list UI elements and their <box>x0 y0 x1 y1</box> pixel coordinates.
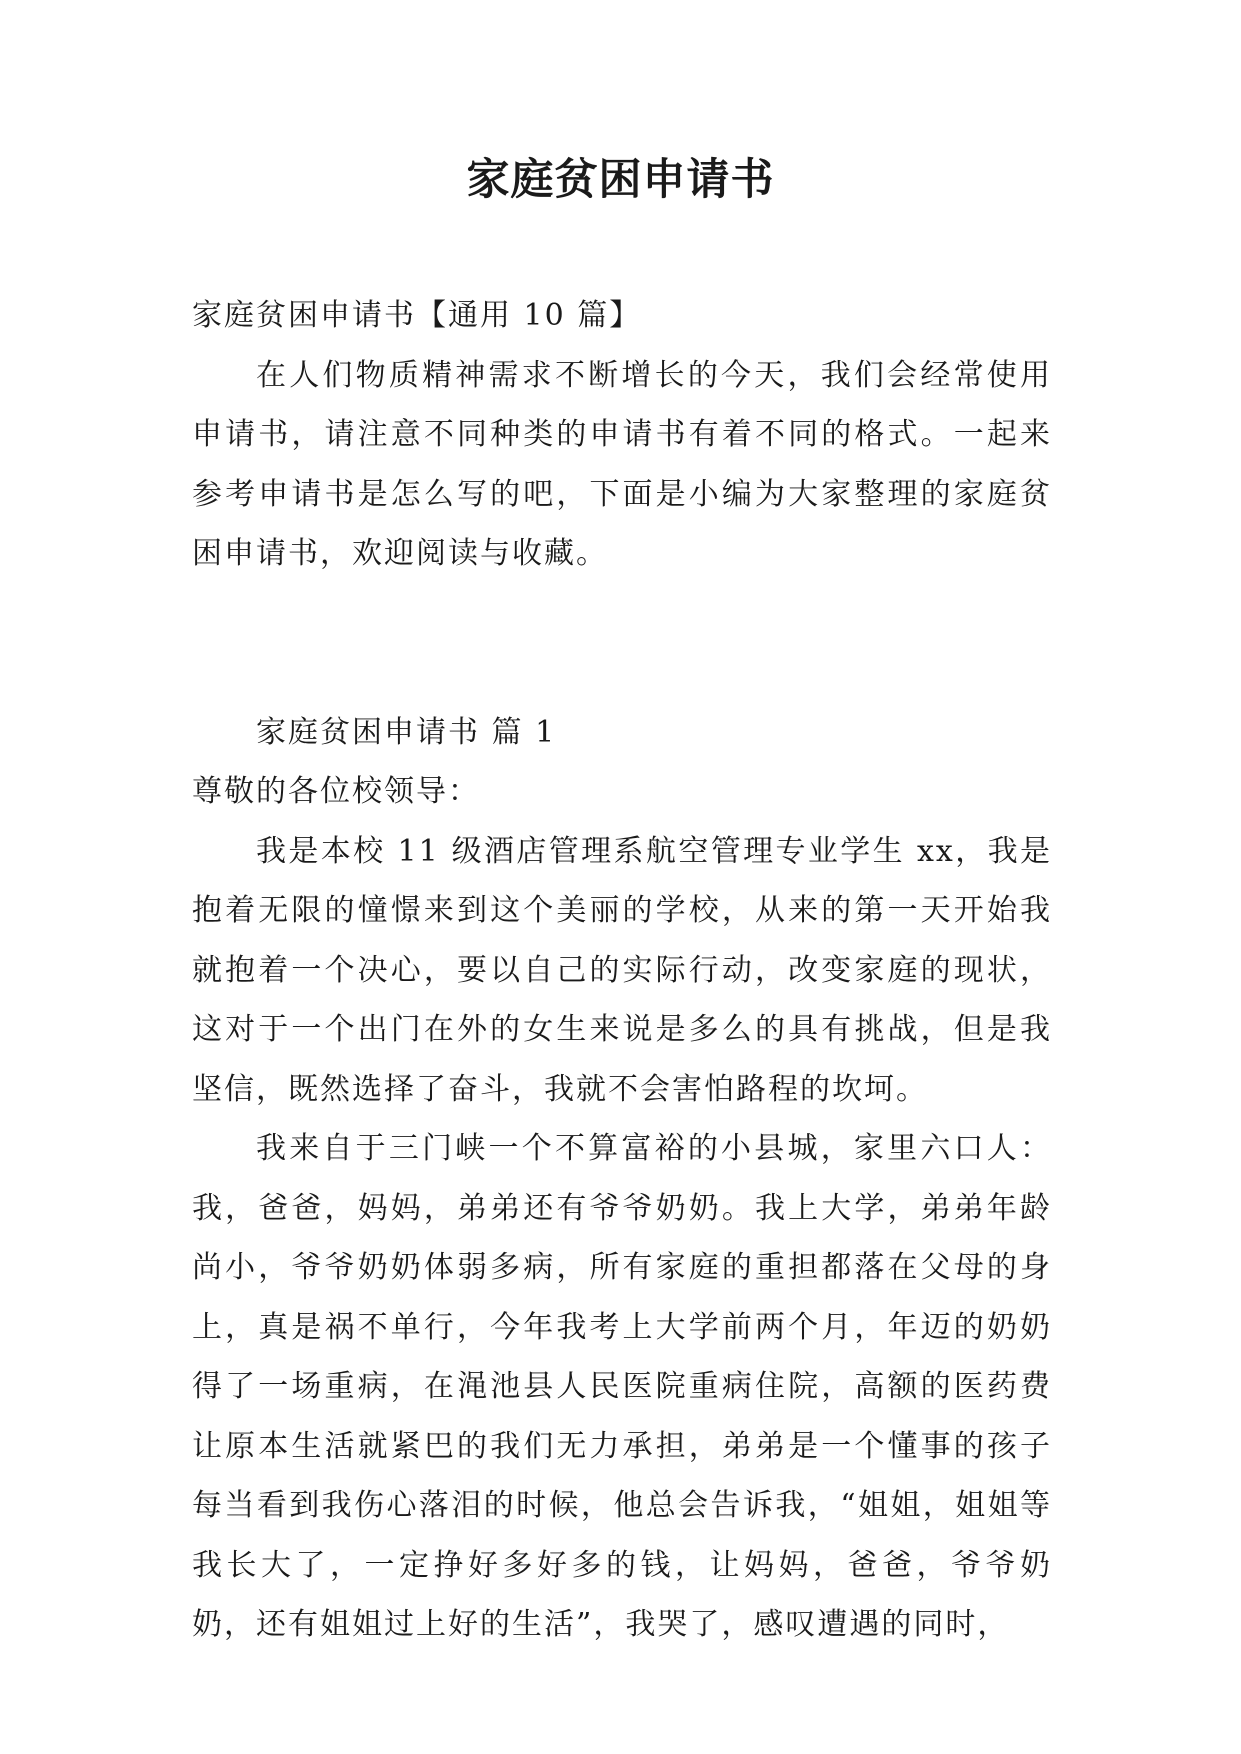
document-subtitle: 家庭贫困申请书【通用 10 篇】 <box>192 298 642 333</box>
intro-paragraph: 在人们物质精神需求不断增长的今天，我们会经常使用申请书，请注意不同种类的申请书有着不同的格式。一起来参考申请书是怎么写的吧，下面是小编为大家整理的家庭贫困申请书，欢迎阅读与收藏。 <box>192 357 1052 571</box>
section-spacer <box>192 584 1052 703</box>
body-paragraph: 我是本校 11 级酒店管理系航空管理专业学生 xx，我是抱着无限的憧憬来到这个美丽的学校，从来的第一天开始我就抱着一个决心，要以自己的实际行动，改变家庭的现状，这对于一个出门在外的女生来说是多么的具有挑战，但是我坚信，既然选择了奋斗，我就不会害怕路程的坎坷。 <box>192 833 1052 1107</box>
body-paragraph: 我来自于三门峡一个不算富裕的小县城，家里六口人：我，爸爸，妈妈，弟弟还有爷爷奶奶。我上大学，弟弟年龄尚小，爷爷奶奶体弱多病，所有家庭的重担都落在父母的身上，真是祸不单行，今年我考上大学前两个月，年迈的奶奶得了一场重病，在渑池县人民医院重病住院，高额的医药费让原本生活就紧巴的我们无力承担，弟弟是一个懂事的孩子每当看到我伤心落泪的时候，他总会告诉我，“姐姐，姐姐等我长大了，一定挣好多好多的钱，让妈妈，爸爸，爷爷奶奶，还有姐姐过上好的生活”，我哭了，感叹遭遇的同时， <box>192 1131 1052 1642</box>
document-body <box>192 286 1052 1655</box>
section-heading: 家庭贫困申请书 篇 1 <box>256 714 557 750</box>
document-title: 家庭贫困申请书 <box>466 155 775 205</box>
salutation: 尊敬的各位校领导： <box>192 774 480 809</box>
